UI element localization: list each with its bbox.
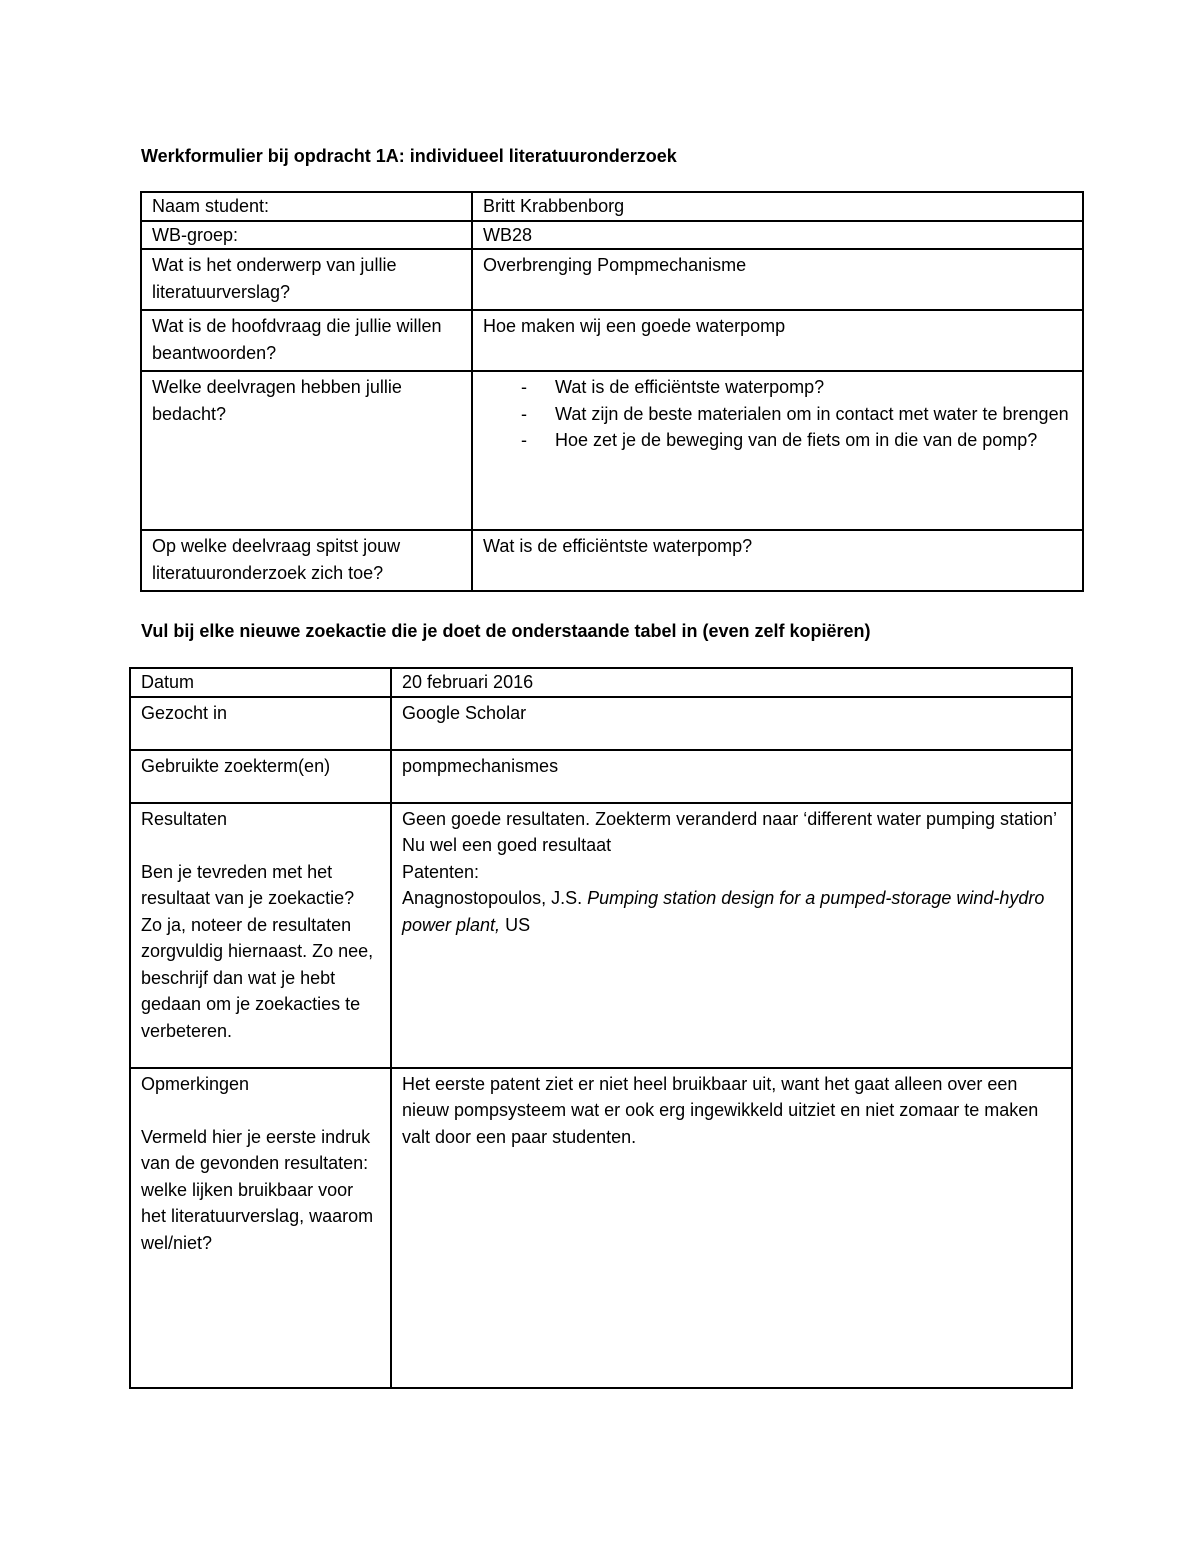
deelvragen-label: Welke deelvragen hebben jullie bedacht? (141, 371, 472, 530)
table-row (141, 310, 1083, 371)
focus-label: Op welke deelvraag spitst jouw literatuuronderzoek zich toe? (141, 530, 472, 591)
resultaten-instructie: Ben je tevreden met het resultaat van je zoekactie? Zo ja, noteer de resultaten zorgvuldig hiernaast. Zo nee, beschrijf dan wat je hebt gedaan om je zoekacties te verbeteren. (141, 861, 374, 1041)
onderwerp-label: Wat is het onderwerp van jullie literatuurverslag? (141, 249, 472, 310)
table-row (141, 371, 1083, 530)
opmerkingen-value: Het eerste patent ziet er niet heel bruikbaar uit, want het gaat alleen over een nieuw pompsysteem wat er ook erg ingewikkeld uitziet en niet zomaar te maken valt door een paar studenten. (391, 1068, 1072, 1388)
resultaten-line: Nu wel een goed resultaat (402, 835, 612, 855)
search-log-table (129, 667, 1073, 1389)
groep-value: WB28 (472, 221, 1083, 250)
patent-title: Pumping station design for a pumped-storage wind-hydro power plant, (402, 888, 1045, 935)
opmerkingen-instructie: Vermeld hier je eerste indruk van de gevonden resultaten: welke lijken bruikbaar voor het literatuurverslag, waarom wel/niet? (141, 1126, 374, 1253)
instruction-title: Vul bij elke nieuwe zoekactie die je doet de onderstaande tabel in (even zelf kopiëren) (141, 621, 871, 641)
groep-label: WB-groep: (141, 221, 472, 250)
resultaten-line: Patenten: (402, 861, 480, 882)
resultaten-label-cell (130, 803, 391, 1068)
table-row (141, 192, 1083, 221)
list-item: - Hoe zet je de beweging van de fiets om in die van de pomp? (483, 427, 1072, 454)
table-row (130, 1068, 1072, 1388)
hoofdvraag-label: Wat is de hoofdvraag die jullie willen beantwoorden? (141, 310, 472, 371)
resultaten-cell (391, 803, 1072, 1068)
resultaten-label: Resultaten (141, 808, 228, 829)
student-info-table (140, 191, 1084, 592)
table-row (130, 803, 1072, 1068)
form-title: Werkformulier bij opdracht 1A: individueel literatuuronderzoek (141, 146, 677, 166)
deelvragen-list (483, 374, 1072, 454)
patent-country: US (505, 914, 531, 935)
hoofdvraag-value: Hoe maken wij een goede waterpomp (472, 310, 1083, 371)
opmerkingen-label-cell (130, 1068, 391, 1388)
deelvragen-cell (472, 371, 1083, 530)
naam-value: Britt Krabbenborg (472, 192, 1083, 221)
list-item: - Wat zijn de beste materialen om in contact met water te brengen (483, 401, 1072, 428)
gezocht-label: Gezocht in (130, 697, 391, 750)
resultaten-line: Geen goede resultaten. Zoekterm veranderd naar ‘different water pumping station’ (402, 808, 1058, 829)
table-row (130, 697, 1072, 750)
table-row (130, 750, 1072, 803)
table-row (141, 249, 1083, 310)
datum-label: Datum (130, 668, 391, 697)
gezocht-value: Google Scholar (391, 697, 1072, 750)
patent-reference (402, 885, 1061, 938)
table-row (141, 530, 1083, 591)
list-item: - Wat is de efficiëntste waterpomp? (483, 374, 1072, 401)
table-row (141, 221, 1083, 250)
zoekterm-label: Gebruikte zoekterm(en) (130, 750, 391, 803)
patent-author: Anagnostopoulos, J.S. (402, 888, 583, 908)
focus-value: Wat is de efficiëntste waterpomp? (472, 530, 1083, 591)
naam-label: Naam student: (141, 192, 472, 221)
table-row (130, 668, 1072, 697)
zoekterm-value: pompmechanismes (391, 750, 1072, 803)
opmerkingen-label: Opmerkingen (141, 1073, 250, 1094)
datum-value: 20 februari 2016 (391, 668, 1072, 697)
onderwerp-value: Overbrenging Pompmechanisme (472, 249, 1083, 310)
